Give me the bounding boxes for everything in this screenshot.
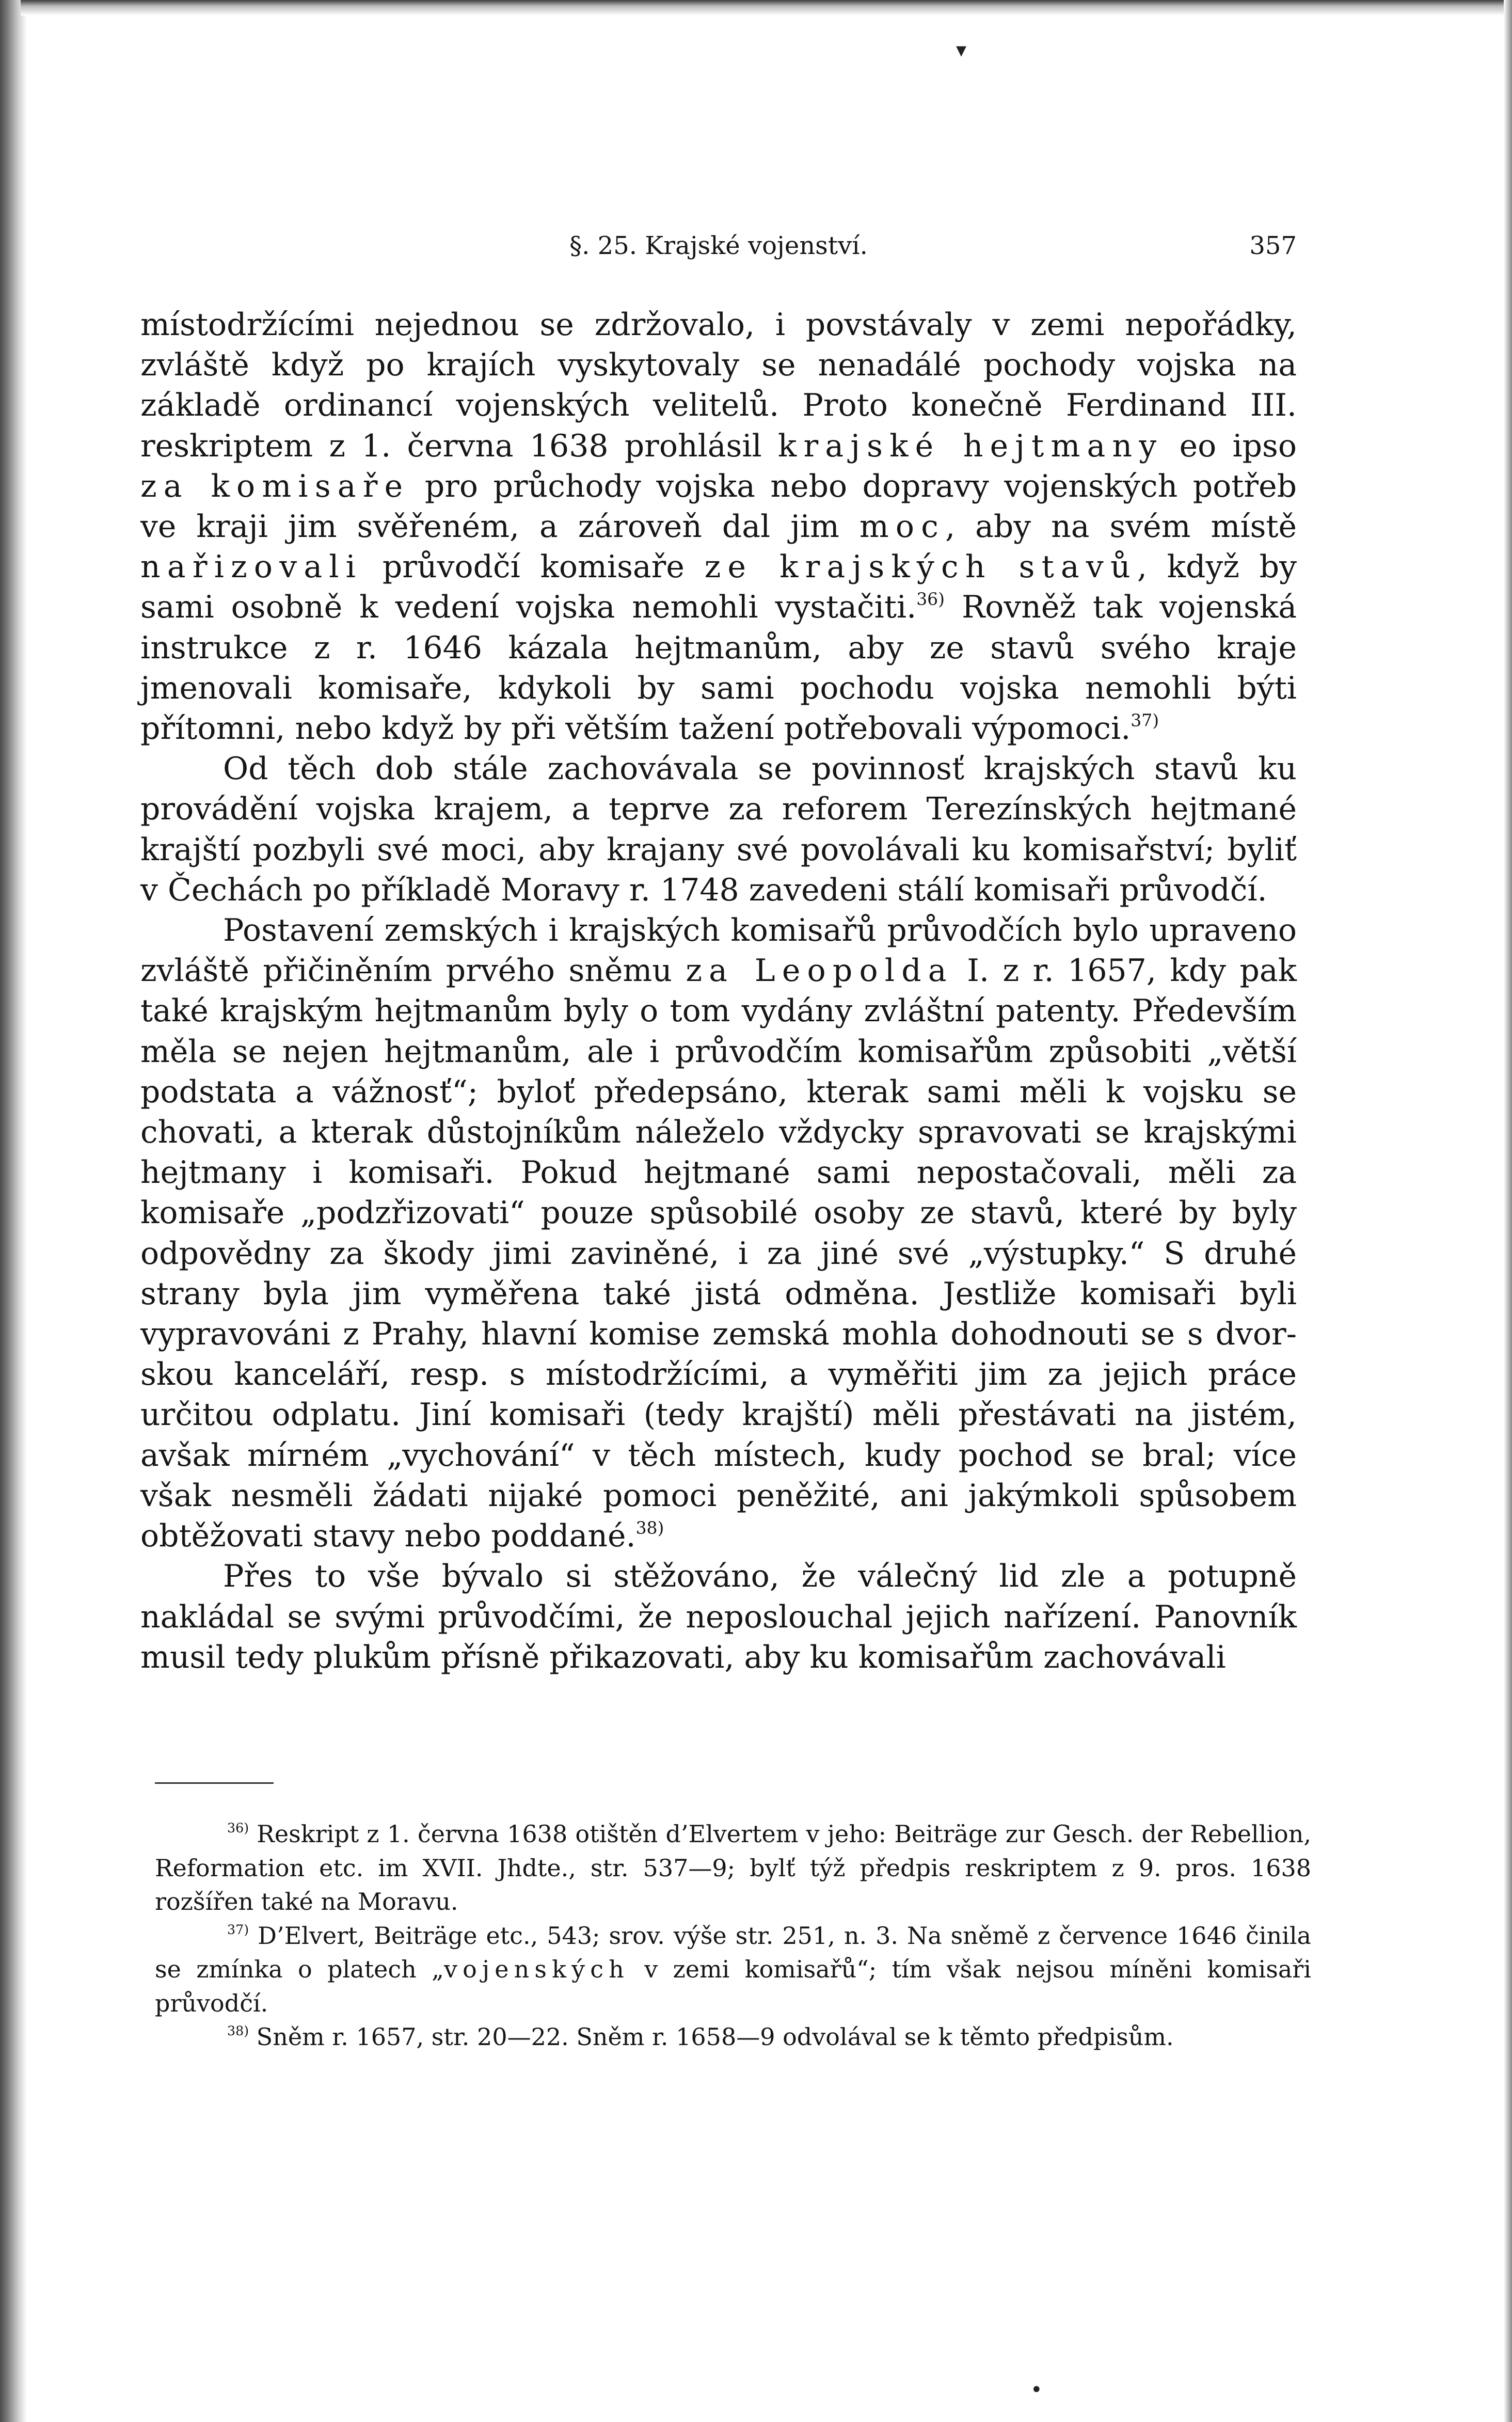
spaced-emphasis: za komisaře [140,468,410,504]
footnote-ref: 36) [227,1821,249,1836]
footnote-ref: 38) [227,2023,249,2039]
paragraph [140,910,1297,1556]
body-text [140,305,1297,1677]
spaced-emphasis: nařizovali [140,549,363,585]
text-run: v zemi komisařů“; tím však nejsou míněni komisaři průvodčí. [155,1955,1311,2017]
footnote [155,1919,1311,2021]
footnote [155,2020,1311,2054]
footnote-ref: 37) [227,1922,249,1937]
paragraph [140,749,1297,910]
text-run: Reskript z 1. června 1638 otištěn d’Elvertem v jeho: Beiträge zur Gesch. der Rebellion, Reformation etc. im XVII. Jhdte., str. 537—9; bylť týž předpis reskriptem z 9. pros. 1638 rozšířen také na Moravu. [155,1820,1311,1916]
text-run: Postavení zemských i krajských komisařů průvodčích bylo upraveno zvláště přičiněním prvého sněmu [140,912,1297,989]
paragraph [140,305,1297,749]
text-run: , když by sami osobně k vedení vojska nemohli vystačiti. [140,549,1297,626]
text-run: pro průchody vojska nebo dopravy vojenských potřeb ve kraji jim svěřeném, a zároveň dal jim [140,468,1297,545]
scan-speck: • [1030,2378,1043,2402]
text-run: místodržícími nejednou se zdržovalo, i povstávaly v zemi nepořádky, zvláště když po krajích vyskytovaly se nenadálé pochody vojska na základě ordinancí vojenských velitelů. Proto konečně Ferdinand III. reskriptem z 1. června 1638 prohlásil [140,307,1297,464]
footnote-ref: 38) [635,1517,664,1538]
text-run: eo ipso [1163,428,1297,464]
header-title: §. 25. Krajské vojenství. [569,231,868,260]
text-run: Přes to vše bývalo si stěžováno, že válečný lid zle a potupně nakládal se svými průvodčími, že neposlouchal jejich nařízení. Panovník musil tedy plukům přísně přikazovati, aby ku komisařům zachovávali [140,1558,1297,1675]
text-run: D’Elvert, Beiträge etc., 543; srov. výše str. 251, n. 3. Na sněmě z července 1646 činila se zmínka o platech „ [155,1921,1311,1983]
footnote-ref: 37) [1131,710,1159,731]
text-run: , aby na svém místě [945,509,1297,545]
spaced-emphasis: krajské hejtmany [777,428,1164,464]
text-run: I. z r. 1657, kdy pak také krajským hejtmanům byly o tom vydány zvláštní patenty. Především měla se nejen hejtmanům, ale i průvodčím komisařům způsobiti „větší podstata a vážnosť“; byloť předepsáno, kterak sami měli k vojsku se chovati, a kterak důstojníkům náleželo vždycky spravovati se krajskými hejtmany i komisaři. Pokud hejtmané sami nepostačovali, měli za komisaře „podzřizovati“ pouze spůsobilé osoby ze stavů, které by byly odpovědny za škody jimi zaviněné, i za jiné své „výstupky.“ S druhé strany byla jim vyměřena také jistá odměna. Jestliže komisaři byli vypravováni z Prahy, hlavní komise zemská mohla dohodnouti se s dvorskou kanceláří, resp. s místodržícími, a vyměřiti jim za jejich práce určitou odplatu. Jiní komisaři (tedy krajští) měli přestávati na jistém, avšak mírném „vychování“ v těch místech, kudy pochod se bral; více však nesměli žádati nijaké pomoci peněžité, ani jakýmkoli spůsobem obtěžovati stavy nebo poddané. [140,953,1297,1555]
scan-speck: ▾ [956,38,967,62]
spaced-emphasis: moc [859,509,946,545]
footnote-separator [155,1782,274,1784]
spaced-emphasis: za Leopolda [686,953,953,989]
footnote-ref: 36) [916,589,945,609]
text-run: Od těch dob stále zachovávala se povinnosť krajských stavů ku provádění vojska krajem, a teprve za reforem Terezínských hejtmané krajští pozbyli své moci, aby krajany své povolávali ku komisařství; byliť v Čechách po příkladě Moravy r. 1748 zavedeni stálí komisaři průvodčí. [140,751,1297,908]
footnotes [155,1817,1311,2054]
text-run: Rovněž tak vojenská instrukce z r. 1646 kázala hejtmanům, aby ze stavů svého kraje jmenovali komisaře, kdykoli by sami pochodu vojska nemohli býti přítomni, nebo když by při větším tažení potřebovali výpomoci. [140,589,1297,747]
paragraph [140,1556,1297,1677]
footnote [155,1817,1311,1919]
text-run: průvodčí komisaře [362,549,705,585]
spaced-emphasis: vojenských [443,1955,629,1983]
spaced-emphasis: ze krajských stavů [704,549,1137,585]
page-right-edge [1504,0,1512,2422]
page-top-edge [21,0,1512,15]
running-header [140,231,1297,273]
page-spine-shadow [0,0,27,2422]
page-number: 357 [1249,231,1297,260]
text-run: Sněm r. 1657, str. 20—22. Sněm r. 1658—9 odvolával se k těmto předpisům. [249,2023,1174,2051]
